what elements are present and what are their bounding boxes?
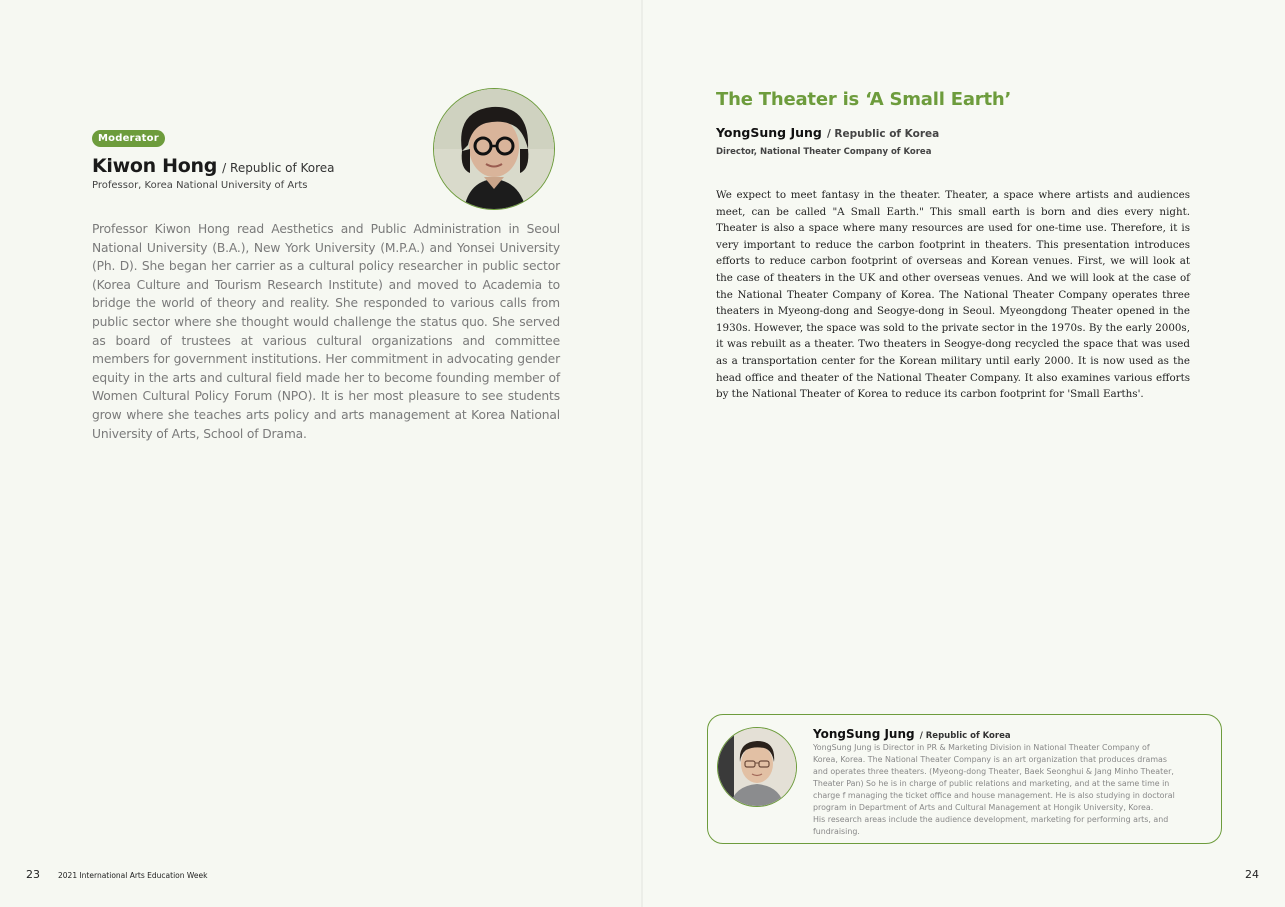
speaker-role: Director, National Theater Company of Korea: [716, 147, 932, 157]
moderator-country: / Republic of Korea: [222, 161, 335, 175]
profile-country: / Republic of Korea: [919, 731, 1011, 741]
speaker-heading: [716, 122, 939, 141]
moderator-heading: [92, 155, 335, 177]
profile-bio-line: program in Department of Arts and Cultural Management at Hongik University, Korea.: [813, 803, 1154, 812]
speaker-country: / Republic of Korea: [826, 128, 940, 140]
moderator-portrait-illustration: [434, 89, 554, 209]
profile-heading: [813, 723, 1011, 742]
profile-bio-line: Theater Pan) So he is in charge of public relations and marketing, and at the same time in: [813, 779, 1170, 788]
moderator-portrait: [433, 88, 555, 210]
talk-title: The Theater is ‘A Small Earth’: [716, 89, 1012, 110]
speaker-portrait-illustration: [718, 728, 796, 806]
moderator-role: Professor, Korea National University of Arts: [92, 180, 308, 191]
speaker-portrait: [717, 727, 797, 807]
page-number-left: 23: [26, 868, 40, 881]
talk-abstract: We expect to meet fantasy in the theater. Theater, a space where artists and audiences meet, can be called "A Small Earth." This small earth is born and dies every night. Theater is also a space where many resources are used for one-time use. Therefore, it is very important to reduce the carbon footprint in theaters. This presentation introduces efforts to reduce carbon footprint of overseas and Korean venues. First, we will look at the case of theaters in the UK and other overseas venues. And we will look at the case of the National Theater Company of Korea. The National Theater Company operates three theaters in Myeong-dong and Seogye-dong in Seoul. Myeongdong Theater opened in the 1930s. However, the space was sold to the private sector in the 1970s. By the early 2000s, it was rebuilt as a theater. Two theaters in Seogye-dong recycled the space that was used as a transportation center for the Korean military until early 2000. It is now used as the head office and theater of the National Theater Company. It also examines various efforts by the National Theater of Korea to reduce its carbon footprint for 'Small Earths'.: [716, 189, 1190, 401]
profile-name: YongSung Jung: [813, 727, 915, 741]
moderator-bio: Professor Kiwon Hong read Aesthetics and Public Administration in Seoul National University (B.A.), New York University (M.P.A.) and Yonsei University (Ph. D). She began her carrier as a cultural policy researcher in public sector (Korea Culture and Tourism Research Institute) and moved to Academia to bridge the world of theory and reality. She responded to various calls from public sector where she thought would challenge the status quo. She served as board of trustees at various cultural organizations and committee members for government institutions. Her commitment in advocating gender equity in the arts and cultural field made her to become founding member of Women Cultural Policy Forum (NPO). It is her most pleasure to see students grow where she teaches arts policy and arts management at Korea National University of Arts, School of Drama.: [92, 222, 560, 441]
moderator-badge: Moderator: [92, 130, 165, 147]
profile-bio-line: fundraising.: [813, 827, 860, 836]
profile-bio: [813, 742, 1208, 838]
profile-bio-line: charge f managing the ticket office and house management. He is also studying in doctoral: [813, 791, 1175, 800]
profile-bio-line: YongSung Jung is Director in PR & Marketing Division in National Theater Company of: [813, 743, 1150, 752]
page-number-right: 24: [1245, 868, 1259, 881]
speaker-name: YongSung Jung: [716, 125, 822, 140]
profile-bio-line: Korea, Korea. The National Theater Company is an art organization that produces dramas: [813, 755, 1167, 764]
profile-bio-line: and operates three theaters. (Myeong-dong Theater, Baek Seonghui & Jang Minho Theater,: [813, 767, 1174, 776]
profile-bio-line: His research areas include the audience development, marketing for performing arts, and: [813, 815, 1169, 824]
moderator-name: Kiwon Hong: [92, 155, 218, 177]
page-gutter: [641, 0, 643, 907]
footer-publication-title: 2021 International Arts Education Week: [58, 871, 208, 880]
